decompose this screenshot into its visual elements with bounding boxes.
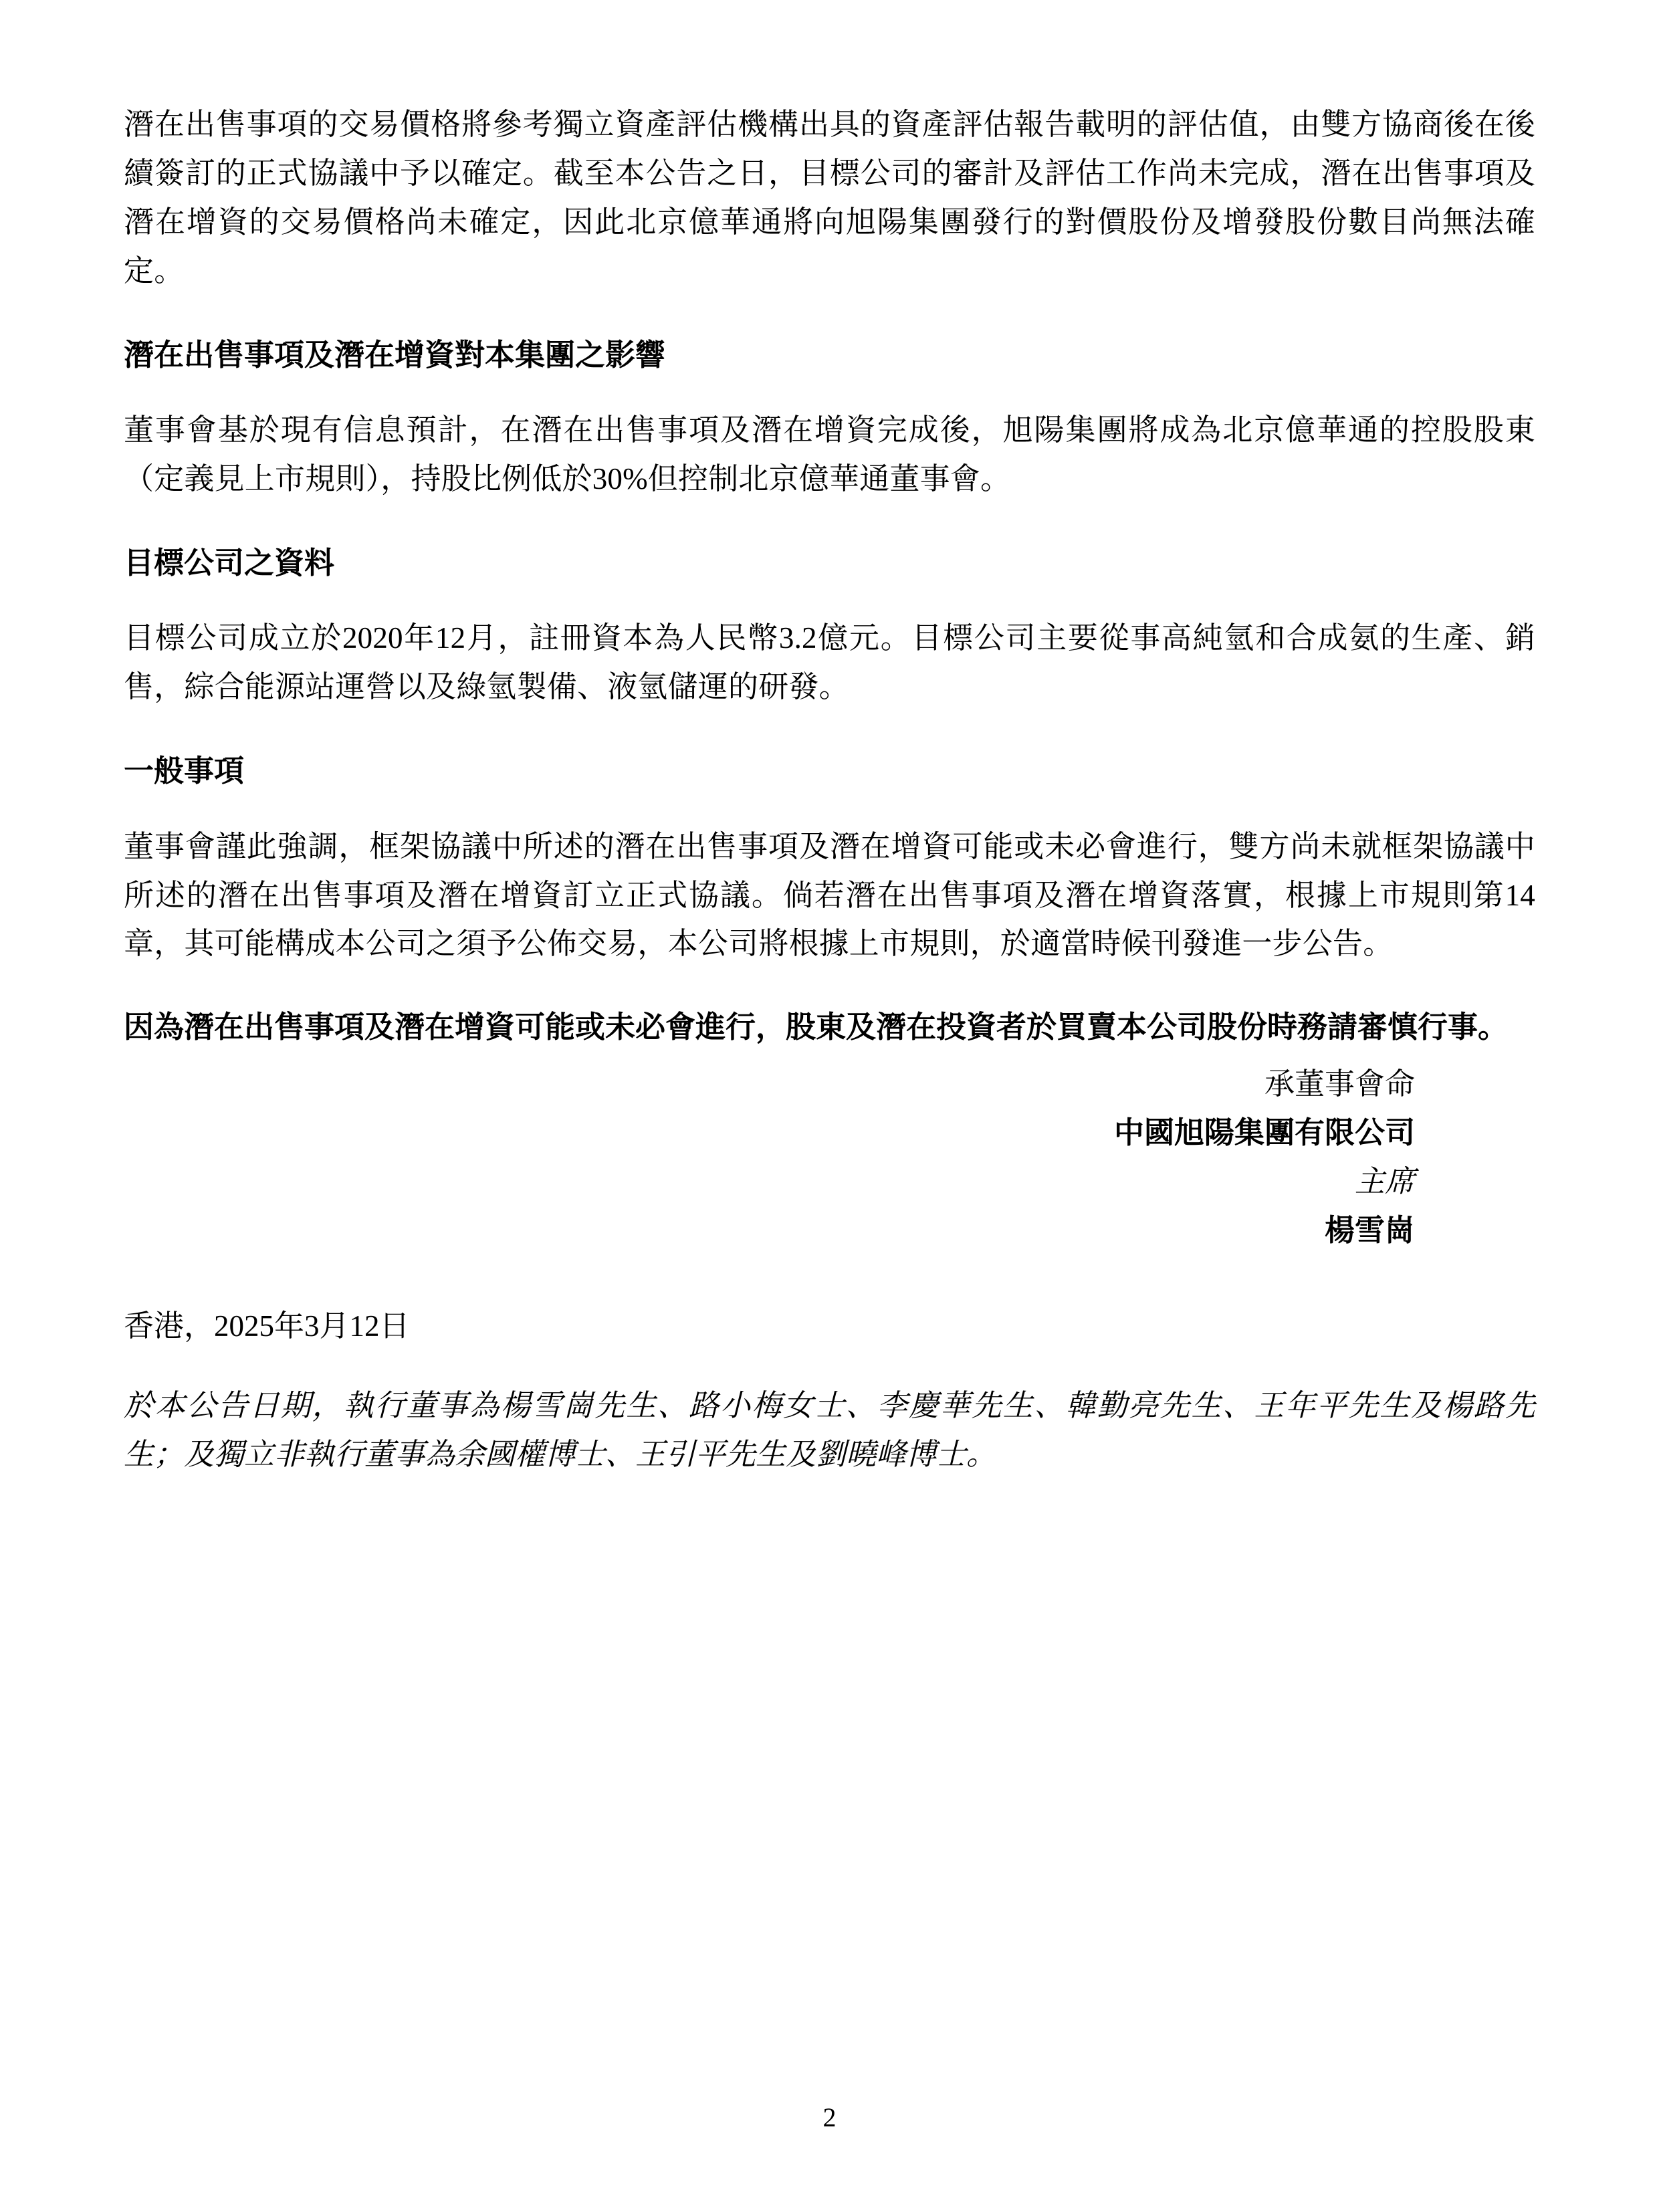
signature-company-name: 中國旭陽集團有限公司	[1113, 1116, 1415, 1150]
heading-effect-on-group: 潛在出售事項及潛在增資對本集團之影響	[124, 338, 666, 372]
paragraph-general-matters: 董事會謹此強調，框架協議中所述的潛在出售事項及潛在增資可能或未必會進行，雙方尚未就框架協議中所述的潛在出售事項及潛在增資訂立正式協議。倘若潛在出售事項及潛在增資落實，根據上市規則第14章，其可能構成本公司之須予公佈交易，本公司將根據上市規則，於適當時候刊發進一步公告。	[124, 829, 1535, 961]
page-number: 2	[822, 2102, 837, 2132]
heading-target-company-info: 目標公司之資料	[124, 546, 335, 580]
signature-by-order: 承董事會命	[1264, 1067, 1415, 1101]
paragraph-pricing: 潛在出售事項的交易價格將參考獨立資產評估機構出具的資產評估報告載明的評估值，由雙方協商後在後續簽訂的正式協議中予以確定。截至本公告之日，目標公司的審計及評估工作尚未完成，潛在出售事項及潛在增資的交易價格尚未確定，因此北京億華通將向旭陽集團發行的對價股份及增發股份數目尚無法確定。	[124, 108, 1535, 288]
signature-title: 主席	[1354, 1164, 1415, 1198]
directors-note: 於本公告日期，執行董事為楊雪崗先生、路小梅女士、李慶華先生、韓勤亮先生、王年平先生及楊路先生；及獨立非執行董事為余國權博士、王引平先生及劉曉峰博士。	[124, 1388, 1535, 1471]
signature-block	[124, 1060, 1535, 1255]
heading-general-matters: 一般事項	[124, 754, 245, 788]
place-and-date: 香港，2025年3月12日	[124, 1309, 410, 1343]
paragraph-caution-statement: 因為潛在出售事項及潛在增資可能或未必會進行，股東及潛在投資者於買賣本公司股份時務請審慎行事。	[124, 1010, 1509, 1044]
paragraph-target-company-info: 目標公司成立於2020年12月，註冊資本為人民幣3.2億元。目標公司主要從事高純氫和合成氨的生產、銷售，綜合能源站運營以及綠氫製備、液氫儲運的研發。	[124, 621, 1535, 704]
signature-chairman-name: 楊雪崗	[1324, 1213, 1415, 1247]
paragraph-effect-on-group: 董事會基於現有信息預計，在潛在出售事項及潛在增資完成後，旭陽集團將成為北京億華通的控股股東（定義見上市規則），持股比例低於30%但控制北京億華通董事會。	[124, 413, 1535, 495]
